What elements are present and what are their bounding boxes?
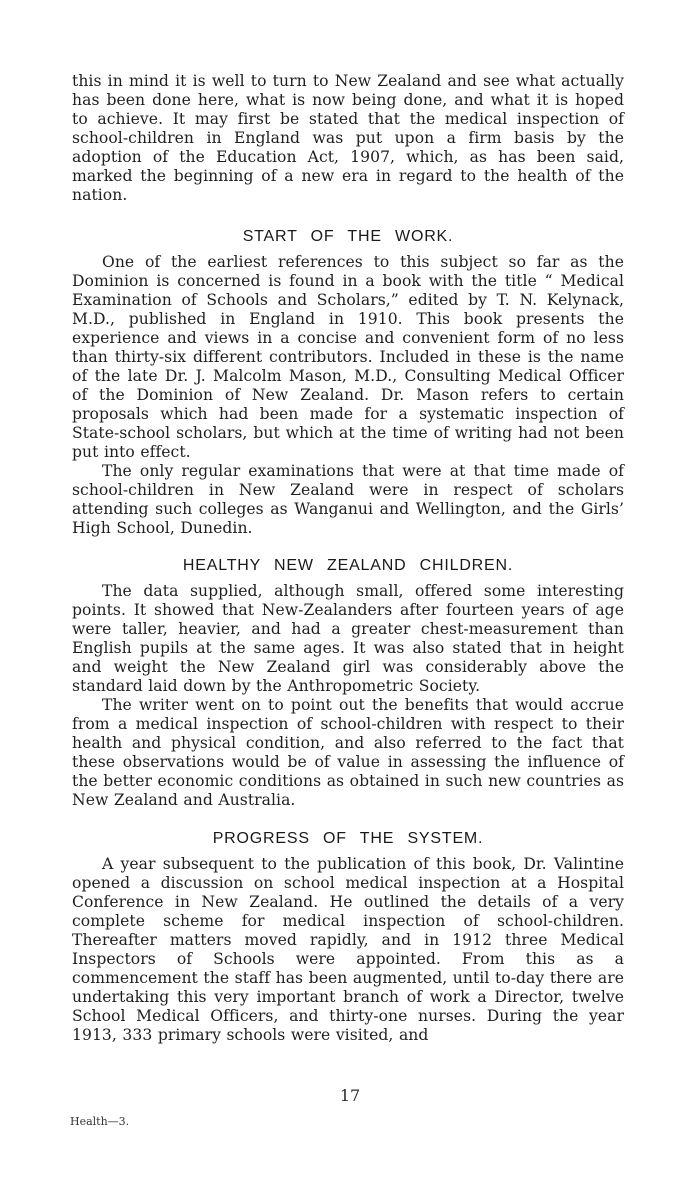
heading-progress-of-the-system: PROGRESS OF THE SYSTEM. — [212, 830, 484, 847]
paragraph-intro: this in mind it is well to turn to New Zealand and see what actually has been done here, what is now being done, and what it is hoped to achieve. It may first be stated that the medical inspection of school-children in England was put upon a firm basis by the adoption of the Education Act, 1907, which, as has been said, marked the beginning of a new era in regard to the health of the nation. — [72, 72, 624, 204]
page-number: 17 — [339, 1086, 361, 1105]
paragraph-start-2: The only regular examinations that were at that time made of school-children in New Zealand were in respect of scholars attending such colleges as Wanganui and Wellington, and the Girls’ High School, Dunedin. — [72, 462, 624, 537]
paragraph-start-1: One of the earliest references to this subject so far as the Dominion is concerned is found in a book with the title “ Medical Examination of Schools and Scholars,” edited by T. N. Kelynack, M.D., published in England in 1910. This book presents the experience and views in a concise and convenient form of no less than thirty-six different contributors. Included in these is the name of the late Dr. J. Malcolm Mason, M.D., Consulting Medical Officer of the Dominion of New Zealand. Dr. Mason refers to certain proposals which had been made for a systematic inspection of State-school scholars, but which at the time of writing had not been put into effect. — [72, 253, 624, 461]
heading-healthy-new-zealand-children: HEALTHY NEW ZEALAND CHILDREN. — [182, 557, 514, 574]
paragraph-healthy-1: The data supplied, although small, offered some interesting points. It showed that New-Zealanders after fourteen years of age were taller, heavier, and had a greater chest-measurement than English pupils at the same ages. It was also stated that in height and weight the New Zealand girl was considerably above the standard laid down by the Anthropometric Society. — [72, 582, 624, 695]
paragraph-healthy-2: The writer went on to point out the benefits that would accrue from a medical inspection of school-children with respect to their health and physical condition, and also referred to the fact that these observations would be of value in assessing the influence of the better economic conditions as obtained in such new countries as New Zealand and Australia. — [72, 696, 624, 809]
healthy-section — [72, 582, 624, 810]
heading-start-of-the-work: START OF THE WORK. — [242, 228, 454, 245]
footer-note: Health—3. — [70, 1115, 130, 1128]
paragraph-progress-1: A year subsequent to the publication of this book, Dr. Valintine opened a discussion on school medical inspection at a Hospital Conference in New Zealand. He outlined the details of a very complete scheme for medical inspection of school-children. Thereafter matters moved rapidly, and in 1912 three Medical Inspectors of Schools were appointed. From this as a commencement the staff has been augmented, until to-day there are undertaking this very important branch of work a Director, twelve School Medical Officers, and thirty-one nurses. During the year 1913, 333 primary schools were visited, and — [72, 855, 624, 1044]
start-section — [72, 253, 624, 538]
progress-section — [72, 855, 624, 1045]
intro-section — [72, 72, 624, 205]
